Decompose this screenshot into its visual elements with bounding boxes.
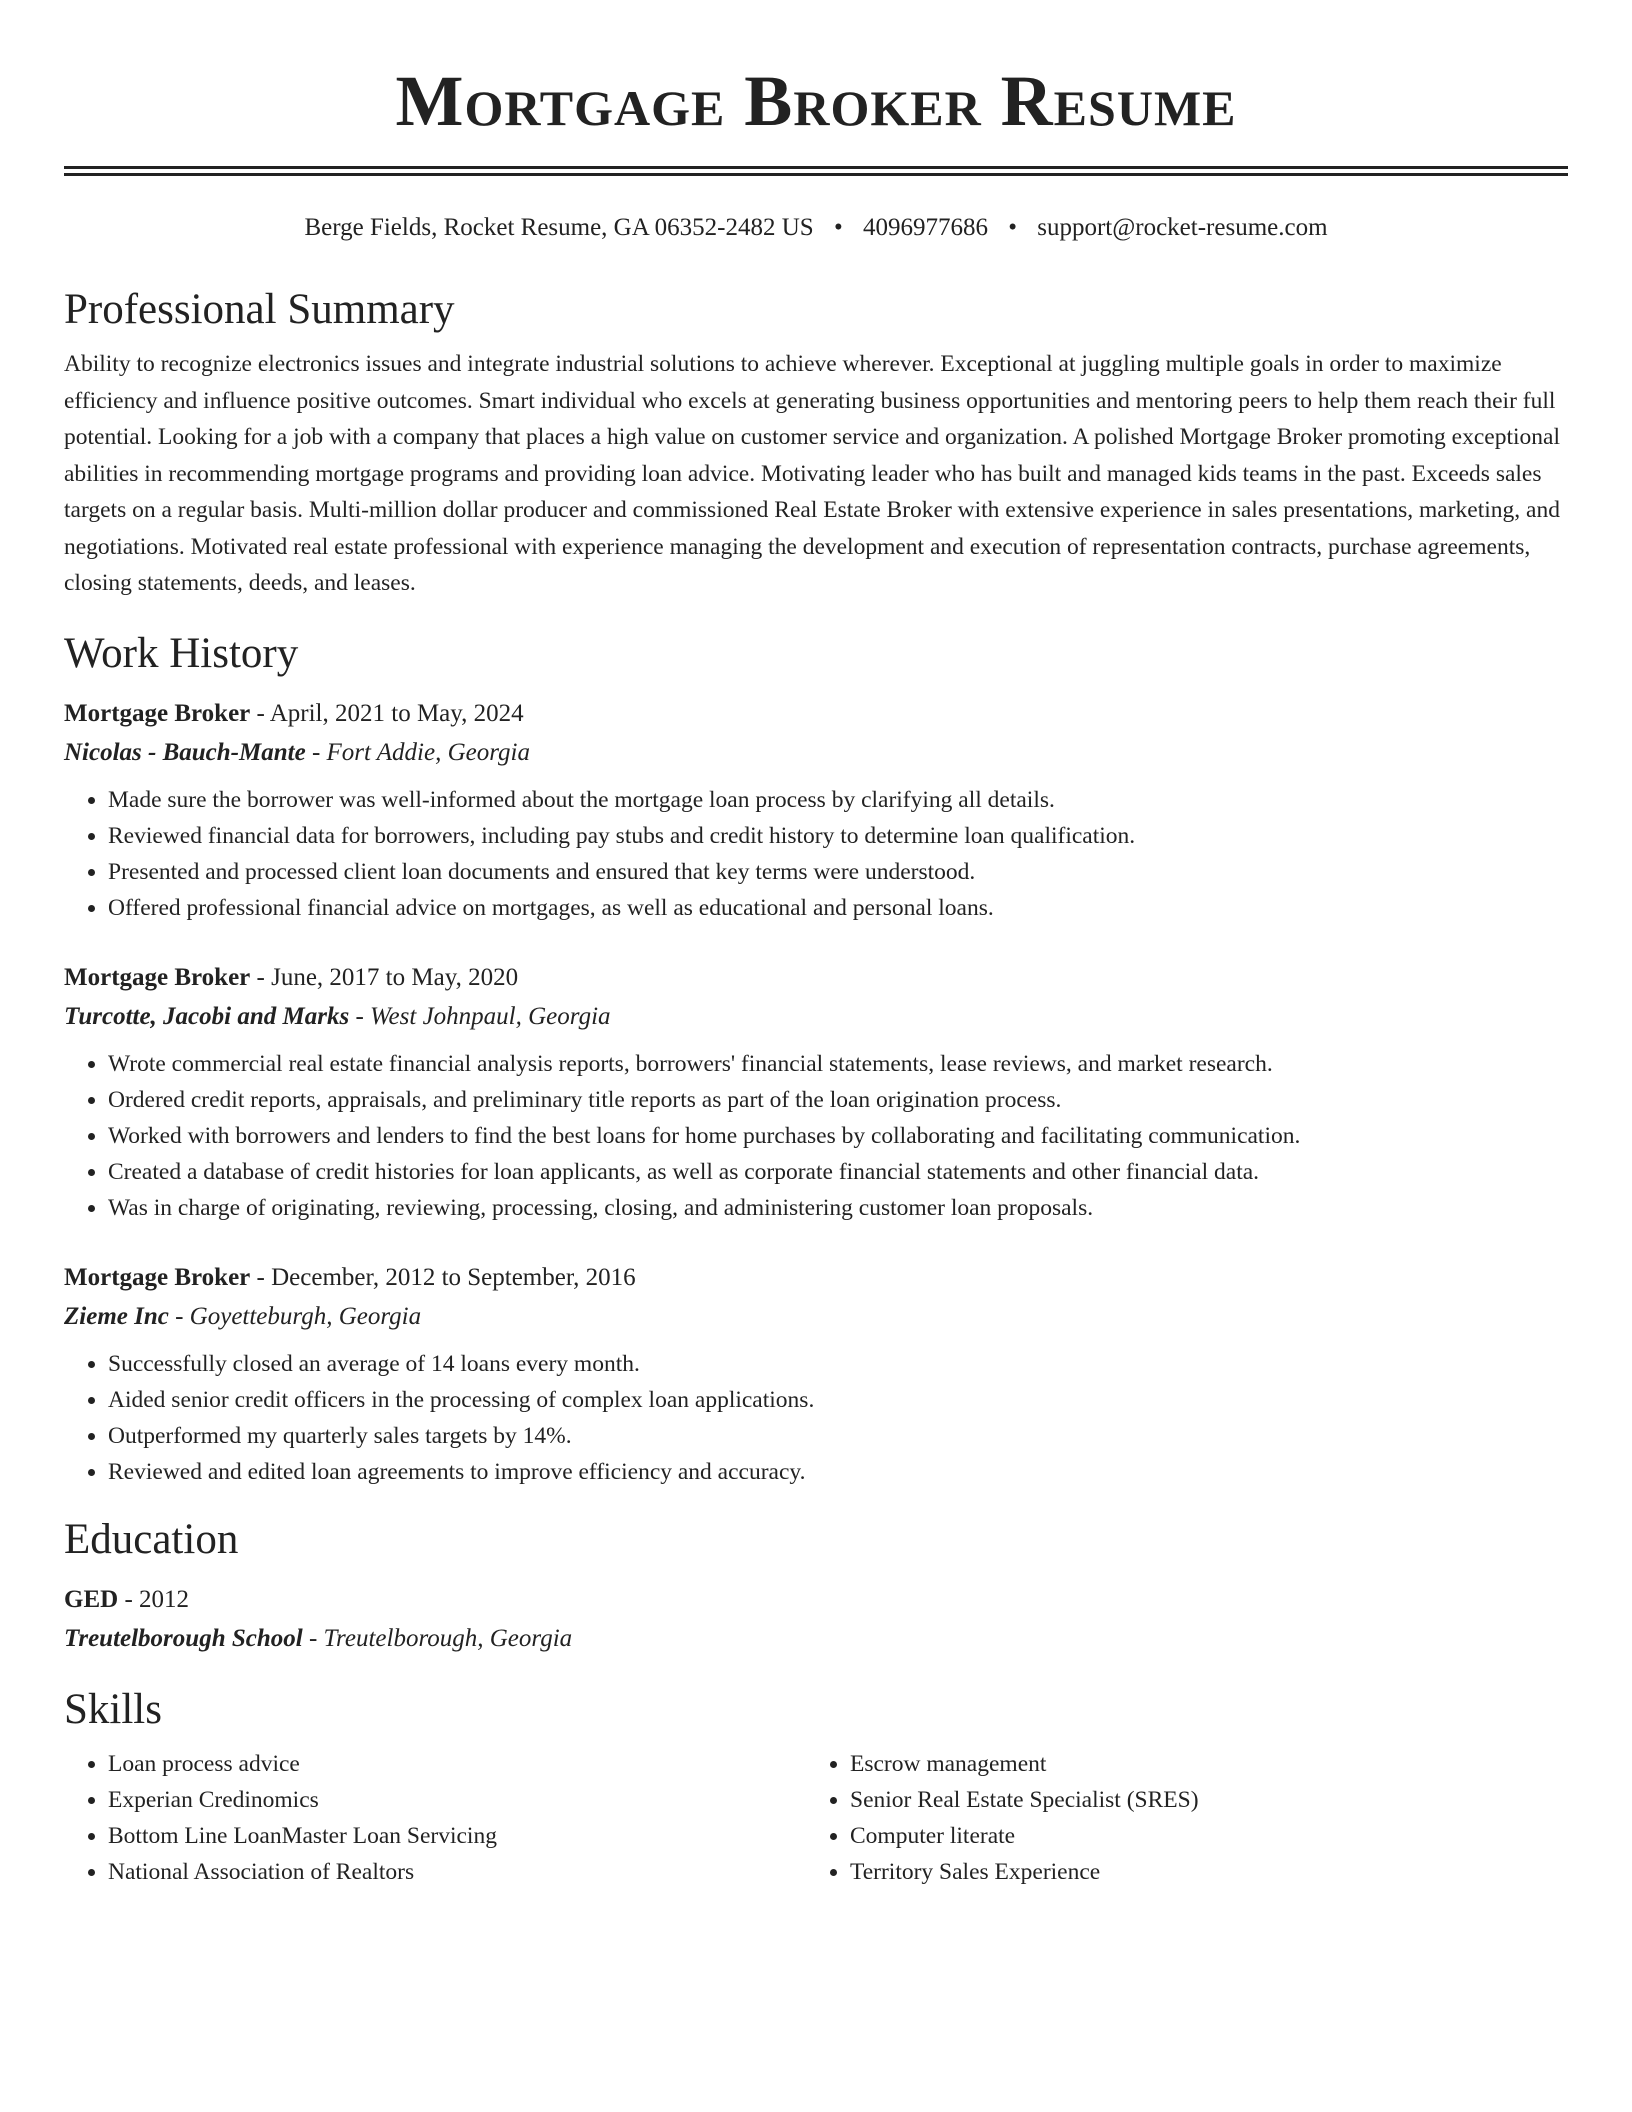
job-title: Mortgage Broker <box>64 963 251 991</box>
education-entry <box>64 1580 1568 1658</box>
employer-name: Zieme Inc <box>64 1302 169 1330</box>
school-name: Treutelborough School <box>64 1624 303 1652</box>
job-bullets <box>64 1046 1568 1226</box>
employer-line <box>64 997 1568 1036</box>
skills-list <box>64 1746 1568 1890</box>
employer-name: Turcotte, Jacobi and Marks <box>64 1002 350 1030</box>
skills-column-right <box>806 1746 1548 1890</box>
skill-item: • Experian Credinomics <box>108 1782 806 1818</box>
job-title-line <box>64 1258 1568 1297</box>
education-heading: Education <box>64 1515 239 1563</box>
job-title: Mortgage Broker <box>64 699 251 727</box>
job-bullet: • Presented and processed client loan documents and ensured that key terms were understood. <box>108 854 1568 890</box>
job-bullet: • Reviewed financial data for borrowers, including pay stubs and credit history to determine loan qualification. <box>108 818 1568 854</box>
degree-line <box>64 1580 1568 1619</box>
employer-location: - Goyetteburgh, Georgia <box>168 1302 422 1330</box>
job-bullet: • Worked with borrowers and lenders to find the best loans for home purchases by collaborating and facilitating communication. <box>108 1118 1568 1154</box>
job-bullet: • Offered professional financial advice on mortgages, as well as educational and personal loans. <box>108 890 1568 926</box>
job-bullet: • Outperformed my quarterly sales targets by 14%. <box>108 1418 1568 1454</box>
job-entry <box>64 958 1568 1226</box>
employer-name: Nicolas - Bauch-Mante <box>64 738 306 766</box>
skill-item: • Senior Real Estate Specialist (SRES) <box>850 1782 1548 1818</box>
job-entry <box>64 694 1568 926</box>
employer-location: - Fort Addie, Georgia <box>305 738 530 766</box>
title-divider <box>64 166 1568 176</box>
job-bullet: • Aided senior credit officers in the processing of complex loan applications. <box>108 1382 1568 1418</box>
school-location: - Treutelborough, Georgia <box>302 1624 573 1652</box>
summary-heading: Professional Summary <box>64 286 455 333</box>
skills-heading: Skills <box>64 1685 162 1733</box>
job-bullet: • Wrote commercial real estate financial analysis reports, borrowers' financial statements, lease reviews, and market research. <box>108 1046 1568 1082</box>
work-history-heading: Work History <box>64 629 299 677</box>
contact-email: support@rocket-resume.com <box>1037 214 1328 241</box>
job-dates: - April, 2021 to May, 2024 <box>250 699 524 727</box>
job-dates: - June, 2017 to May, 2020 <box>250 963 519 991</box>
degree: GED <box>64 1585 119 1613</box>
summary-text: Ability to recognize electronics issues and integrate industrial solutions to achieve wherever. Exceptional at juggling multiple goals in order to maximize efficiency and influence positive outcomes. Smart individual who excels at generating business opportunities and mentoring peers to help them reach their full potential. Looking for a job with a company that places a high value on customer service and organization. A polished Mortgage Broker promoting exceptional abilities in recommending mortgage programs and providing loan advice. Motivating leader who has built and managed kids teams in the past. Exceeds sales targets on a regular basis. Multi-million dollar producer and commissioned Real Estate Broker with extensive experience in sales presentations, marketing, and negotiations. Motivated real estate professional with experience managing the development and execution of representation contracts, purchase agreements, closing statements, deeds, and leases. <box>64 351 1560 596</box>
degree-year: - 2012 <box>118 1585 190 1613</box>
skill-item: • Territory Sales Experience <box>850 1854 1548 1890</box>
contact-line <box>64 212 1568 244</box>
skill-item: • National Association of Realtors <box>108 1854 806 1890</box>
job-bullet: • Made sure the borrower was well-informed about the mortgage loan process by clarifying all details. <box>108 782 1568 818</box>
skills-column-left <box>64 1746 806 1890</box>
job-title: Mortgage Broker <box>64 1263 251 1291</box>
job-bullet: • Was in charge of originating, reviewing, processing, closing, and administering customer loan proposals. <box>108 1190 1568 1226</box>
employer-location: - West Johnpaul, Georgia <box>349 1002 611 1030</box>
school-line <box>64 1619 1568 1658</box>
job-bullets <box>64 782 1568 926</box>
skill-item: • Bottom Line LoanMaster Loan Servicing <box>108 1818 806 1854</box>
job-bullets <box>64 1346 1568 1490</box>
employer-line <box>64 1297 1568 1336</box>
skill-item: • Loan process advice <box>108 1746 806 1782</box>
job-title-line <box>64 694 1568 733</box>
job-entry <box>64 1258 1568 1490</box>
skill-item: • Computer literate <box>850 1818 1548 1854</box>
page-title: Mortgage Broker Resume <box>395 61 1237 141</box>
contact-separator: • <box>1008 214 1017 241</box>
employer-line <box>64 733 1568 772</box>
contact-phone: 4096977686 <box>862 214 988 241</box>
skill-item: • Escrow management <box>850 1746 1548 1782</box>
job-bullet: • Ordered credit reports, appraisals, and preliminary title reports as part of the loan origination process. <box>108 1082 1568 1118</box>
job-bullet: • Successfully closed an average of 14 loans every month. <box>108 1346 1568 1382</box>
job-bullet: • Created a database of credit histories for loan applicants, as well as corporate financial statements and other financial data. <box>108 1154 1568 1190</box>
job-dates: - December, 2012 to September, 2016 <box>250 1263 636 1291</box>
job-title-line <box>64 958 1568 997</box>
contact-separator: • <box>833 214 843 241</box>
contact-address: Berge Fields, Rocket Resume, GA 06352-2482 US <box>304 214 814 241</box>
job-bullet: • Reviewed and edited loan agreements to improve efficiency and accuracy. <box>108 1454 1568 1490</box>
